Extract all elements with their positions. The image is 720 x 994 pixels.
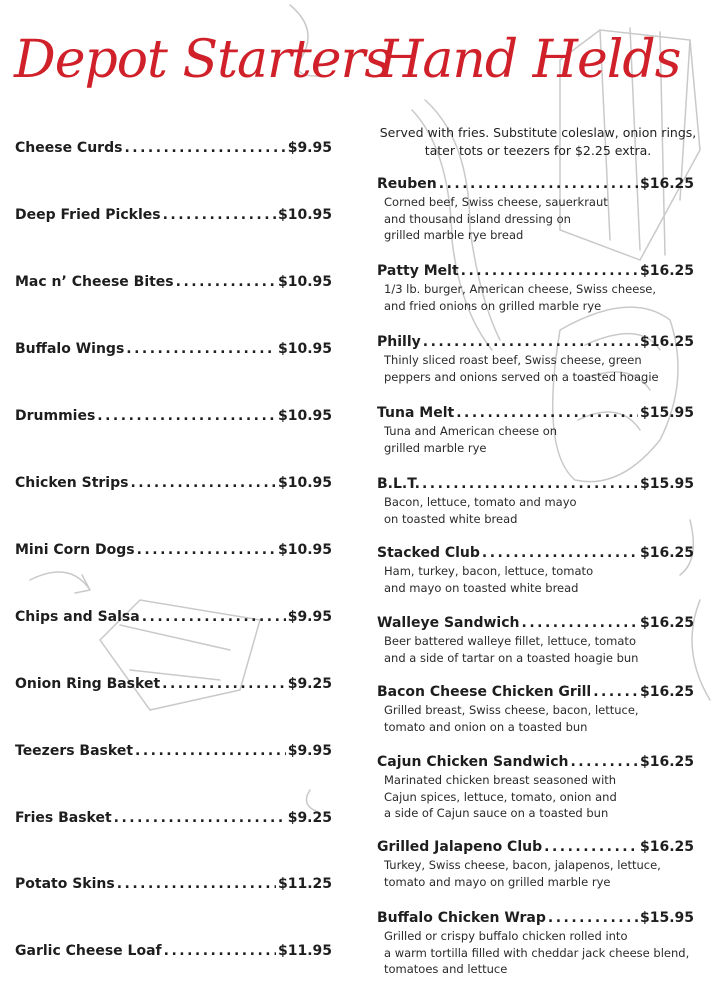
dot-leader <box>117 876 276 892</box>
dot-leader <box>130 475 276 491</box>
item-price: $10.95 <box>277 207 332 223</box>
item-name: Cajun Chicken Sandwich <box>377 754 569 770</box>
item-price: $15.95 <box>639 476 694 492</box>
item-name: Mini Corn Dogs <box>15 542 135 558</box>
item-name: Chips and Salsa <box>15 609 140 625</box>
item-price: $15.95 <box>639 910 694 926</box>
menu-item-chips-and-salsa <box>15 609 332 625</box>
item-price: $9.95 <box>287 609 332 625</box>
item-price: $10.95 <box>277 274 332 290</box>
item-name: Drummies <box>15 408 96 424</box>
dot-leader <box>439 176 638 192</box>
item-name: Buffalo Wings <box>15 341 125 357</box>
dot-leader <box>162 676 286 692</box>
item-name: Philly <box>377 334 421 350</box>
item-description: Corned beef, Swiss cheese, sauerkraut and thousand island dressing on grilled marble rye bread <box>384 195 608 242</box>
dot-leader <box>570 754 638 770</box>
item-price: $16.25 <box>639 615 694 631</box>
dot-leader <box>548 910 638 926</box>
item-description: Tuna and American cheese on grilled marble rye <box>384 424 558 455</box>
menu-item-onion-ring-basket <box>15 676 332 692</box>
dot-leader <box>142 609 286 625</box>
dot-leader <box>423 334 638 350</box>
item-description: 1/3 lb. burger, American cheese, Swiss cheese, and fried onions on grilled marble rye <box>384 282 657 313</box>
starters-title: Depot Starters <box>14 30 391 90</box>
item-name: Tuna Melt <box>377 405 455 421</box>
menu-item-bacon-cheese-chicken-grill <box>377 684 694 735</box>
menu-item-patty-melt <box>377 263 694 314</box>
item-price: $16.25 <box>639 839 694 855</box>
item-description: Marinated chicken breast seasoned with Cajun spices, lettuce, tomato, onion and a side of Cajun sauce on a toasted bun <box>384 773 617 820</box>
item-name: Teezers Basket <box>15 743 134 759</box>
item-name: Stacked Club <box>377 545 480 561</box>
item-price: $9.95 <box>287 140 332 156</box>
item-price: $9.95 <box>287 743 332 759</box>
item-price: $11.25 <box>277 876 332 892</box>
menu-item-stacked-club <box>377 545 694 596</box>
item-price: $16.25 <box>639 754 694 770</box>
menu-item-mac-cheese-bites <box>15 274 332 290</box>
dot-leader <box>544 839 638 855</box>
dot-leader <box>135 743 286 759</box>
dot-leader <box>137 542 276 558</box>
item-price: $16.25 <box>639 263 694 279</box>
handhelds-intro: Served with fries. Substitute coleslaw, onion rings, tater tots or teezers for $2.25 extra. <box>379 125 697 158</box>
item-name: Potato Skins <box>15 876 115 892</box>
menu-item-buffalo-chicken-wrap <box>377 910 694 978</box>
item-price: $10.95 <box>277 408 332 424</box>
dot-leader <box>176 274 276 290</box>
menu-item-chicken-strips <box>15 475 332 491</box>
menu-item-tuna-melt <box>377 405 694 456</box>
menu-item-deep-fried-pickles <box>15 207 332 223</box>
menu-item-fries-basket <box>15 810 332 826</box>
dot-leader <box>124 140 285 156</box>
item-description: Grilled breast, Swiss cheese, bacon, lettuce, tomato and onion on a toasted bun <box>384 703 639 734</box>
menu-item-reuben <box>377 176 694 244</box>
item-price: $10.95 <box>277 542 332 558</box>
dot-leader <box>456 405 638 421</box>
dot-leader <box>522 615 638 631</box>
item-name: Walleye Sandwich <box>377 615 520 631</box>
menu-item-cajun-chicken-sandwich <box>377 754 694 822</box>
menu-item-garlic-cheese-loaf <box>15 943 332 959</box>
dot-leader <box>163 207 276 223</box>
item-price: $15.95 <box>639 405 694 421</box>
item-description: Thinly sliced roast beef, Swiss cheese, green peppers and onions served on a toasted hoagie <box>384 353 659 384</box>
item-price: $9.25 <box>287 810 332 826</box>
menu-item-buffalo-wings <box>15 341 332 357</box>
dot-leader <box>422 476 638 492</box>
item-description: Beer battered walleye fillet, lettuce, tomato and a side of tartar on a toasted hoagie bun <box>384 634 639 665</box>
item-price: $9.25 <box>287 676 332 692</box>
menu-item-drummies <box>15 408 332 424</box>
item-price: $10.95 <box>277 475 332 491</box>
menu-item-philly <box>377 334 694 385</box>
menu-item-grilled-jalapeno-club <box>377 839 694 890</box>
menu-item-teezers-basket <box>15 743 332 759</box>
item-name: Chicken Strips <box>15 475 129 491</box>
item-name: Garlic Cheese Loaf <box>15 943 162 959</box>
item-price: $11.95 <box>277 943 332 959</box>
item-price: $16.25 <box>639 684 694 700</box>
item-description: Ham, turkey, bacon, lettuce, tomato and mayo on toasted white bread <box>384 564 594 595</box>
dot-leader <box>482 545 638 561</box>
item-description: Grilled or crispy buffalo chicken rolled into a warm tortilla filled with cheddar jack cheese blend, tomatoes and lettuce <box>384 929 690 976</box>
menu-item-walleye-sandwich <box>377 615 694 666</box>
item-name: Grilled Jalapeno Club <box>377 839 543 855</box>
item-name: B.L.T. <box>377 476 420 492</box>
item-description: Bacon, lettuce, tomato and mayo on toasted white bread <box>384 495 577 526</box>
dot-leader <box>126 341 276 357</box>
item-name: Patty Melt <box>377 263 459 279</box>
item-description: Turkey, Swiss cheese, bacon, jalapenos, lettuce, tomato and mayo on grilled marble rye <box>384 858 661 889</box>
item-price: $10.95 <box>277 341 332 357</box>
menu-item-mini-corn-dogs <box>15 542 332 558</box>
item-name: Cheese Curds <box>15 140 123 156</box>
item-name: Onion Ring Basket <box>15 676 161 692</box>
swirl-arrow-2 <box>306 790 318 812</box>
dot-leader <box>593 684 638 700</box>
item-name: Bacon Cheese Chicken Grill <box>377 684 592 700</box>
menu-item-blt <box>377 476 694 527</box>
item-name: Fries Basket <box>15 810 112 826</box>
dot-leader <box>97 408 276 424</box>
item-name: Mac n’ Cheese Bites <box>15 274 174 290</box>
menu-item-cheese-curds <box>15 140 332 156</box>
menu-item-potato-skins <box>15 876 332 892</box>
item-name: Buffalo Chicken Wrap <box>377 910 546 926</box>
dot-leader <box>164 943 276 959</box>
item-name: Reuben <box>377 176 437 192</box>
item-price: $16.25 <box>639 334 694 350</box>
swirl-arrow-1 <box>30 572 90 593</box>
item-name: Deep Fried Pickles <box>15 207 161 223</box>
dot-leader <box>461 263 638 279</box>
item-price: $16.25 <box>639 176 694 192</box>
dot-leader <box>114 810 286 826</box>
item-price: $16.25 <box>639 545 694 561</box>
handhelds-title: Hand Helds <box>378 30 681 90</box>
